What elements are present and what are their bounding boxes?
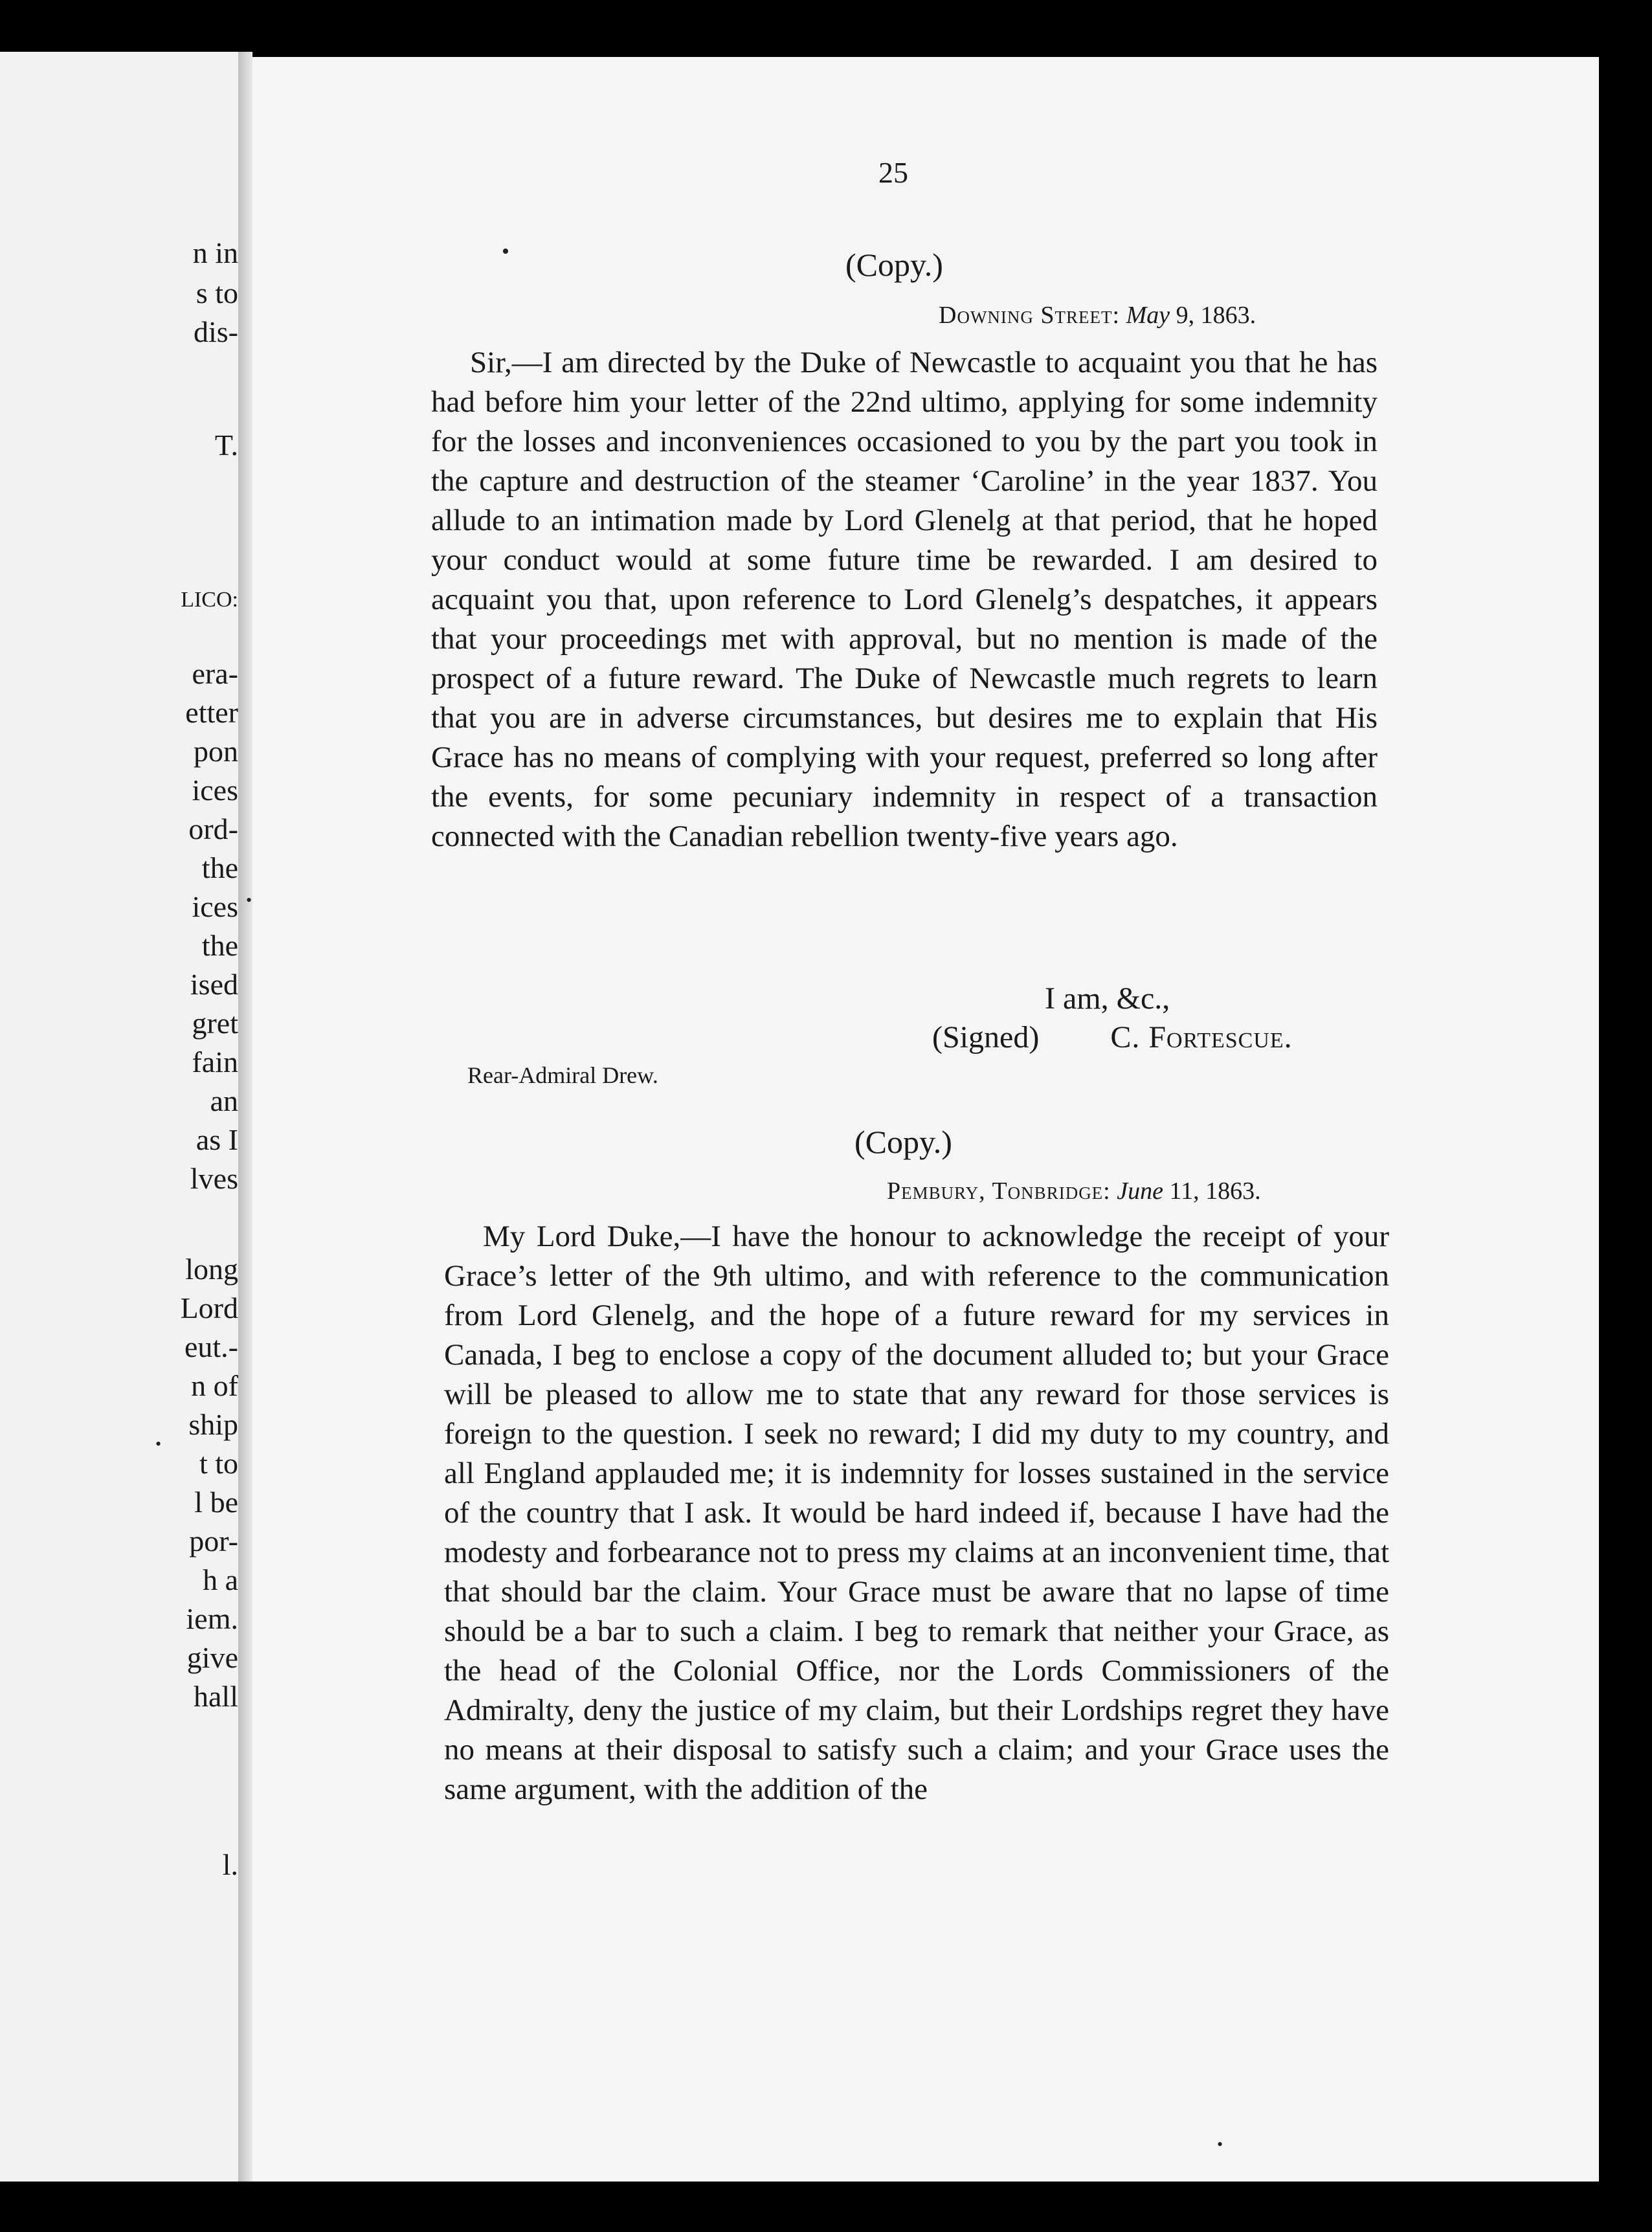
- left-fragment-line: ised: [190, 968, 238, 1001]
- letter1-signature-name: C. Fortescue.: [1110, 1020, 1293, 1055]
- left-fragment-line: t to: [199, 1447, 238, 1480]
- left-fragment-line: por-: [189, 1524, 238, 1557]
- left-fragment-line: lves: [190, 1162, 238, 1195]
- letter1-closing: I am, &c.,: [1045, 981, 1170, 1016]
- letter1-body: Sir,—I am directed by the Duke of Newcastle to acquaint you that he has had before him your letter of the 22nd ultimo, applying for some indemnity for the losses and inconveniences occasioned to you by the part you took in the capture and destruction of the steamer ‘Caroline’ in the year 1837. You allude to an intimation made by Lord Glenelg at that period, that he hoped your conduct would at some future time be rewarded. I am desired to acquaint you that, upon reference to Lord Glenelg’s despatches, it appears that your proceedings met with approval, but no mention is made of the prospect of a future reward. The Duke of Newcastle much regrets to learn that you are in adverse circumstances, but desires me to explain that His Grace has no means of complying with your request, preferred so long after the events, for some pecuniary indemnity in respect of a transaction connected with the Canadian rebellion twenty-five years ago.: [431, 346, 1378, 853]
- letter1-place: Downing Street:: [939, 302, 1121, 329]
- left-fragment-line: pon: [194, 735, 238, 768]
- left-fragment-line: the: [201, 929, 238, 962]
- left-fragment-line: fain: [192, 1045, 238, 1078]
- left-fragment-line: Lord: [180, 1291, 238, 1324]
- letter1-date-month: May: [1126, 302, 1170, 329]
- left-fragment-line: ices: [192, 890, 238, 923]
- left-fragment-line: l be: [194, 1486, 238, 1519]
- left-fragment-line: give: [186, 1641, 238, 1674]
- left-fragment-line: s to: [195, 276, 238, 309]
- ink-speck: •: [155, 1434, 162, 1453]
- left-fragment-line: dis-: [194, 315, 238, 348]
- letter2-dateline: [887, 1177, 1261, 1205]
- left-fragment-line: hall: [194, 1680, 238, 1713]
- letter2-date-rest: 11, 1863.: [1169, 1177, 1261, 1205]
- letter1-copy-heading: (Copy.): [845, 247, 943, 283]
- left-fragment-line: etter: [185, 696, 238, 729]
- letter2-copy-heading: (Copy.): [854, 1124, 952, 1160]
- left-fragment-line: ord-: [188, 812, 238, 845]
- letter1-date-rest: 9, 1863.: [1176, 302, 1256, 329]
- left-fragment-line: gret: [192, 1007, 238, 1040]
- left-fragment-line: T.: [214, 429, 238, 462]
- page-number: 25: [878, 156, 908, 189]
- left-fragment-line: iem.: [186, 1602, 238, 1635]
- left-page-fragment: [0, 52, 238, 2182]
- letter1-dateline: [939, 301, 1256, 329]
- left-fragment-line: l.: [222, 1848, 238, 1881]
- left-fragment-line: ices: [192, 774, 238, 807]
- ink-speck: •: [246, 891, 252, 910]
- left-fragment-line: n in: [192, 236, 238, 269]
- left-fragment-line: era-: [192, 657, 238, 690]
- letter1-signed-label: (Signed): [932, 1020, 1040, 1055]
- left-fragment-line: as I: [195, 1123, 238, 1156]
- left-fragment-line: long: [185, 1253, 238, 1286]
- letter1-recipient: Rear-Admiral Drew.: [467, 1062, 658, 1088]
- letter1-signature-line: [932, 1020, 1293, 1055]
- letter2-place: Pembury, Tonbridge:: [887, 1177, 1111, 1205]
- left-fragment-line: LICO:: [181, 588, 238, 612]
- letter2-body: My Lord Duke,—I have the honour to acknowledge the receipt of your Grace’s letter of the 9th ultimo, and with reference to the communication from Lord Glenelg, and the hope of a future reward for my services in Canada, I beg to enclose a copy of the document alluded to; but your Grace will be pleased to allow me to state that any reward for those services is foreign to the question. I seek no reward; I did my duty to my country, and all England applauded me; it is indemnity for losses sustained in the service of the country that I ask. It would be hard indeed if, because I have had the modesty and forbearance not to press my claims at an inconvenient time, that that should bar the claim. Your Grace must be aware that no lapse of time should be a bar to such a claim. I beg to remark that neither your Grace, as the head of the Colonial Office, nor the Lords Commissioners of the Admiralty, deny the justice of my claim, but their Lordships regret they have no means at their disposal to satisfy such a claim; and your Grace uses the same argument, with the addition of the: [444, 1220, 1389, 1806]
- left-fragment-line: h a: [203, 1563, 238, 1596]
- ink-speck: •: [1217, 2135, 1223, 2154]
- left-fragment-line: ship: [188, 1408, 238, 1441]
- left-fragment-line: the: [201, 851, 238, 884]
- left-fragment-line: n of: [191, 1369, 238, 1402]
- letter2-date-month: June: [1117, 1177, 1163, 1205]
- left-fragment-line: an: [210, 1084, 238, 1117]
- left-fragment-line: eut.-: [184, 1330, 238, 1363]
- book-gutter: [238, 52, 252, 2182]
- ink-speck: •: [502, 240, 509, 263]
